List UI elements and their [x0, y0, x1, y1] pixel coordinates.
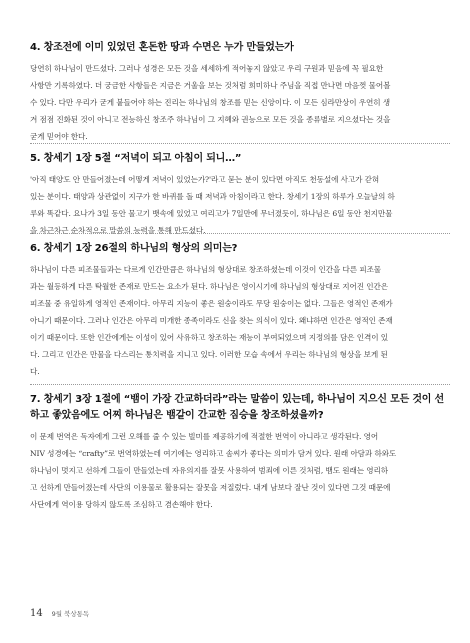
body-line: 피조물 중 유일하게 영적인 존재이다. 아무리 지능이 좋은 원숭이라도 무당 원숭이는 없다. 그들은 영적인 존재가	[30, 299, 393, 308]
body-line: 하나님이 멋지고 선하게 그들이 만들었는데 자유의지를 잘못 사용하여 범죄에 이른 것처럼, 뱀도 원래는 영리하	[30, 466, 388, 475]
section-title: 5. 창세기 1장 5절 “저녁이 되고 아침이 되니…”	[30, 153, 242, 164]
body-line: 루와 똑같다. 요나가 3일 동안 물고기 뱃속에 있었고 여리고가 7일만에 무너졌듯이, 하나님은 6일 동안 천지만물	[30, 209, 393, 218]
section-divider	[30, 384, 450, 385]
section-title: 4. 창조전에 이미 있었던 혼돈한 땅과 수면은 누가 만들었는가	[30, 42, 294, 53]
body-line: 사항만 기록하였다. 더 궁금한 사항들은 지금은 거울을 보는 것처럼 희미하나 주님을 직접 만나면 마음껏 물어볼	[30, 81, 391, 90]
body-line: 당연히 하나님이 만드셨다. 그러나 성경은 모든 것을 세세하게 적어놓지 않았고 우리 구원과 믿음에 꼭 필요한	[30, 64, 384, 73]
page-number: 14	[30, 608, 43, 619]
body-line: 사단에게 역이용 당하지 않도록 조심하고 겸손해야 한다.	[30, 500, 213, 509]
section-divider	[30, 233, 450, 234]
section-q7	[30, 392, 450, 513]
body-line: '아직 태양도 안 만들어졌는데 어떻게 저녁이 있었는가?'라고 묻는 분이 있다면 아직도 천동설에 사고가 갇혀	[30, 175, 380, 184]
section-divider	[30, 143, 450, 144]
body-line: 있는 분이다. 태양과 상관없이 지구가 한 바퀴를 돌 때 저녁과 아침이라고 한다. 창세기 1장의 하루가 오늘날의 하	[30, 192, 395, 201]
page-footer	[30, 608, 89, 619]
body-line: 수 있다. 다만 우리가 굳게 붙들어야 하는 진리는 하나님의 창조를 믿는 신앙이다. 이 모든 심라만상이 우연히 생	[30, 98, 391, 107]
section-q6	[30, 241, 450, 380]
body-line: 고 선하게 만들어졌는데 사단의 이용물로 활용되는 잘못을 저질렀다. 내게 남보다 잘난 것이 있다면 그것 때문에	[30, 483, 391, 492]
body-line: 굳게 믿어야 한다.	[30, 132, 88, 141]
section-body	[30, 261, 450, 380]
body-line: 다.	[30, 367, 40, 376]
publication-name: 9월 북상통독	[51, 610, 90, 618]
section-title: 7. 창세기 3장 1절에 “뱀이 가장 간교하더라”라는 말씀이 있는데, 하나님이 지으신 모든 것이 선하고 좋았음에도 어찌 하나님은 뱀같이 간교한 짐승을 창조하셨을까?	[30, 394, 444, 421]
body-line: 다. 그리고 인간은 만물을 다스리는 통치력을 지니고 있다. 이러한 모습 속에서 우리는 하나님의 형상을 보게 된	[30, 350, 388, 359]
body-line: 하나님이 다른 피조물들과는 다르게 인간만큼은 하나님의 형상대로 창조하셨는데 이것이 인간을 다른 피조물	[30, 265, 382, 274]
section-body	[30, 428, 450, 513]
body-line: 과는 월등하게 다른 탁월한 존재로 만드는 요소가 된다. 하나님은 영이시기에 하나님의 형상대로 지어진 인간은	[30, 282, 388, 291]
body-line: 겨 점점 진화된 것이 아니고 전능하신 창조주 하나님이 그 지혜와 권능으로 모든 것을 종류별로 지으셨다는 것을	[30, 115, 391, 124]
section-title: 6. 창세기 1장 26절의 하나님의 형상의 의미는?	[30, 243, 238, 254]
section-q5	[30, 151, 450, 239]
body-line: 아니기 때문이다. 그러나 인간은 아무리 미개한 종족이라도 신을 찾는 의식이 있다. 왜냐하면 인간은 영적인 존재	[30, 316, 393, 325]
section-body	[30, 60, 450, 145]
body-line: 을 차근차근 순차적으로 말씀의 능력을 통해 만드셨다.	[30, 226, 206, 235]
body-line: NIV 성경에는 “crafty”로 번역하였는데 여기에는 영리하고 솜씨가 좋다는 의미가 담겨 있다. 원래 아담과 하와도	[30, 449, 397, 458]
section-body	[30, 171, 450, 239]
body-line: 이기 때문이다. 또한 인간에게는 이성이 있어 사유하고 창조하는 재능이 부여되었으며 지정의를 담은 인격이 있	[30, 333, 388, 342]
section-q4	[30, 40, 450, 145]
body-line: 이 문제 번역은 독자에게 그런 오해를 줄 수 있는 빌미를 제공하기에 적절한 번역이 아니라고 생각된다. 영어	[30, 432, 379, 441]
